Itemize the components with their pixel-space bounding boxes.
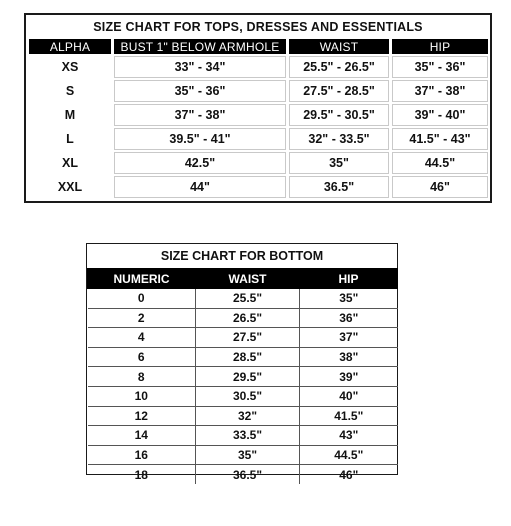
size-label-cell: 12: [88, 406, 196, 426]
size-label-cell: 16: [88, 445, 196, 465]
bottom-size-table: [87, 268, 398, 484]
measurement-cell: 43": [300, 426, 398, 446]
measurement-cell: 44": [114, 176, 286, 198]
measurement-cell: 25.5": [196, 289, 300, 309]
measurement-cell: 25.5" - 26.5": [289, 56, 389, 78]
measurement-cell: 37" - 38": [114, 104, 286, 126]
measurement-cell: 39" - 40": [392, 104, 488, 126]
measurement-cell: 46": [392, 176, 488, 198]
measurement-cell: 35": [289, 152, 389, 174]
table-row: [29, 128, 488, 150]
measurement-cell: 29.5": [196, 367, 300, 387]
bottom-size-chart: [86, 243, 398, 482]
tops-size-chart: [24, 13, 492, 203]
measurement-cell: 32" - 33.5": [289, 128, 389, 150]
table-row: [88, 426, 398, 446]
measurement-cell: 41.5": [300, 406, 398, 426]
size-label-cell: M: [64, 108, 76, 122]
measurement-cell: 44.5": [392, 152, 488, 174]
size-label-cell: XS: [61, 60, 79, 74]
measurement-cell: 28.5": [196, 347, 300, 367]
measurement-cell: 36": [300, 308, 398, 328]
measurement-cell: 42.5": [114, 152, 286, 174]
table-row: [29, 56, 488, 78]
measurement-cell: 39": [300, 367, 398, 387]
measurement-cell: 29.5" - 30.5": [289, 104, 389, 126]
measurement-cell: 36.5": [196, 465, 300, 484]
measurement-cell: 39.5" - 41": [114, 128, 286, 150]
size-label-cell: 2: [88, 308, 196, 328]
measurement-cell: 33.5": [196, 426, 300, 446]
measurement-cell: 37" - 38": [392, 80, 488, 102]
table-row: [29, 104, 488, 126]
table-row: [88, 445, 398, 465]
measurement-cell: 35": [196, 445, 300, 465]
size-label-cell: 0: [88, 289, 196, 309]
tops-chart-title: SIZE CHART FOR TOPS, DRESSES AND ESSENTIALS: [93, 20, 423, 34]
table-row: [88, 367, 398, 387]
table-row: [29, 80, 488, 102]
table-row: [29, 152, 488, 174]
header-hip: HIP: [392, 39, 488, 54]
table-row: [29, 176, 488, 198]
measurement-cell: 40": [300, 386, 398, 406]
header-alpha: ALPHA: [29, 39, 111, 54]
measurement-cell: 27.5": [196, 328, 300, 348]
measurement-cell: 41.5" - 43": [392, 128, 488, 150]
table-row: [88, 465, 398, 484]
measurement-cell: 35" - 36": [114, 80, 286, 102]
measurement-cell: 44.5": [300, 445, 398, 465]
measurement-cell: 35" - 36": [392, 56, 488, 78]
header-waist: WAIST: [289, 39, 389, 54]
measurement-cell: 35": [300, 289, 398, 309]
table-row: [88, 328, 398, 348]
table-row: [88, 308, 398, 328]
tops-header-row: [29, 39, 488, 54]
measurement-cell: 38": [300, 347, 398, 367]
size-label-cell: 14: [88, 426, 196, 446]
measurement-cell: 32": [196, 406, 300, 426]
measurement-cell: 37": [300, 328, 398, 348]
size-label-cell: S: [65, 84, 75, 98]
size-label-cell: XXL: [57, 180, 83, 194]
header-hip: HIP: [300, 269, 398, 289]
measurement-cell: 30.5": [196, 386, 300, 406]
header-numeric: NUMERIC: [88, 269, 196, 289]
bottom-chart-title: SIZE CHART FOR BOTTOM: [160, 249, 324, 263]
measurement-cell: 46": [300, 465, 398, 484]
size-label-cell: 18: [88, 465, 196, 484]
size-label-cell: XL: [62, 156, 78, 170]
table-row: [88, 347, 398, 367]
size-label-cell: 6: [88, 347, 196, 367]
measurement-cell: 26.5": [196, 308, 300, 328]
table-row: [88, 386, 398, 406]
bottom-header-row: [88, 269, 398, 289]
table-row: [88, 406, 398, 426]
table-row: [88, 289, 398, 309]
size-label-cell: 4: [88, 328, 196, 348]
header-bust: BUST 1" BELOW ARMHOLE: [114, 39, 286, 54]
measurement-cell: 27.5" - 28.5": [289, 80, 389, 102]
header-waist: WAIST: [196, 269, 300, 289]
size-label-cell: 10: [88, 386, 196, 406]
measurement-cell: 36.5": [289, 176, 389, 198]
measurement-cell: 33" - 34": [114, 56, 286, 78]
tops-size-table: [26, 37, 491, 200]
size-label-cell: 8: [88, 367, 196, 387]
size-label-cell: L: [66, 132, 74, 146]
